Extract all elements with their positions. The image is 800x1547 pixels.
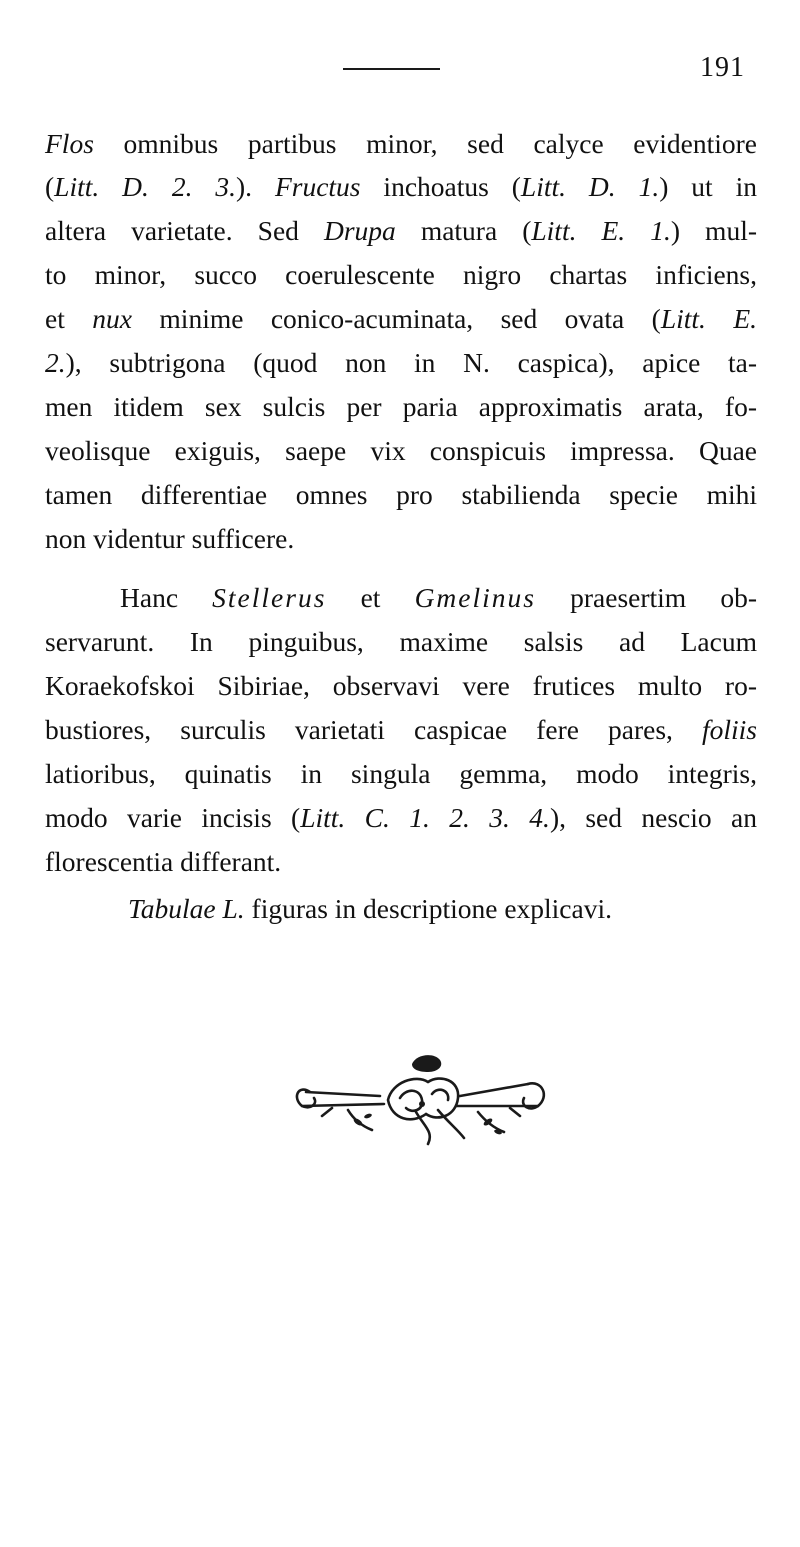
text-line: Koraekofskoi Sibiriae, observavi vere frutices multo ro-	[45, 670, 757, 701]
text-line: veolisque exiguis, saepe vix conspicuis impressa. Quae	[45, 435, 757, 466]
text-line: et nux minime conico-acuminata, sed ovata (Litt. E.	[45, 303, 757, 334]
text-line: non videntur sufficere.	[45, 523, 295, 554]
text-line: florescentia differant.	[45, 846, 282, 877]
text-line: men itidem sex sulcis per paria approximatis arata, fo-	[45, 391, 757, 422]
page-number: 191	[700, 52, 745, 83]
header-rule	[343, 68, 440, 70]
text-line: latioribus, quinatis in singula gemma, modo integris,	[45, 758, 757, 789]
text-line: bustiores, surculis varietati caspicae fere pares, foliis	[45, 714, 757, 745]
text-line: 2.), subtrigona (quod non in N. caspica), apice ta-	[45, 347, 757, 378]
text-line: modo varie incisis (Litt. C. 1. 2. 3. 4.), sed nescio an	[45, 802, 757, 833]
vignette-ornament-icon	[288, 1052, 550, 1152]
text-line: altera varietate. Sed Drupa matura (Litt. E. 1.) mul-	[45, 215, 757, 246]
text-line: to minor, succo coerulescente nigro chartas inficiens,	[45, 259, 757, 290]
text-line: Hanc Stellerus et Gmelinus praesertim ob-	[120, 582, 757, 613]
text-line: Tabulae L. figuras in descriptione explicavi.	[128, 893, 612, 924]
text-line: tamen differentiae omnes pro stabilienda specie mihi	[45, 479, 757, 510]
text-line: (Litt. D. 2. 3.). Fructus inchoatus (Litt. D. 1.) ut in	[45, 171, 757, 202]
text-line: servarunt. In pinguibus, maxime salsis ad Lacum	[45, 626, 757, 657]
text-line: Flos omnibus partibus minor, sed calyce evidentiore	[45, 128, 757, 159]
